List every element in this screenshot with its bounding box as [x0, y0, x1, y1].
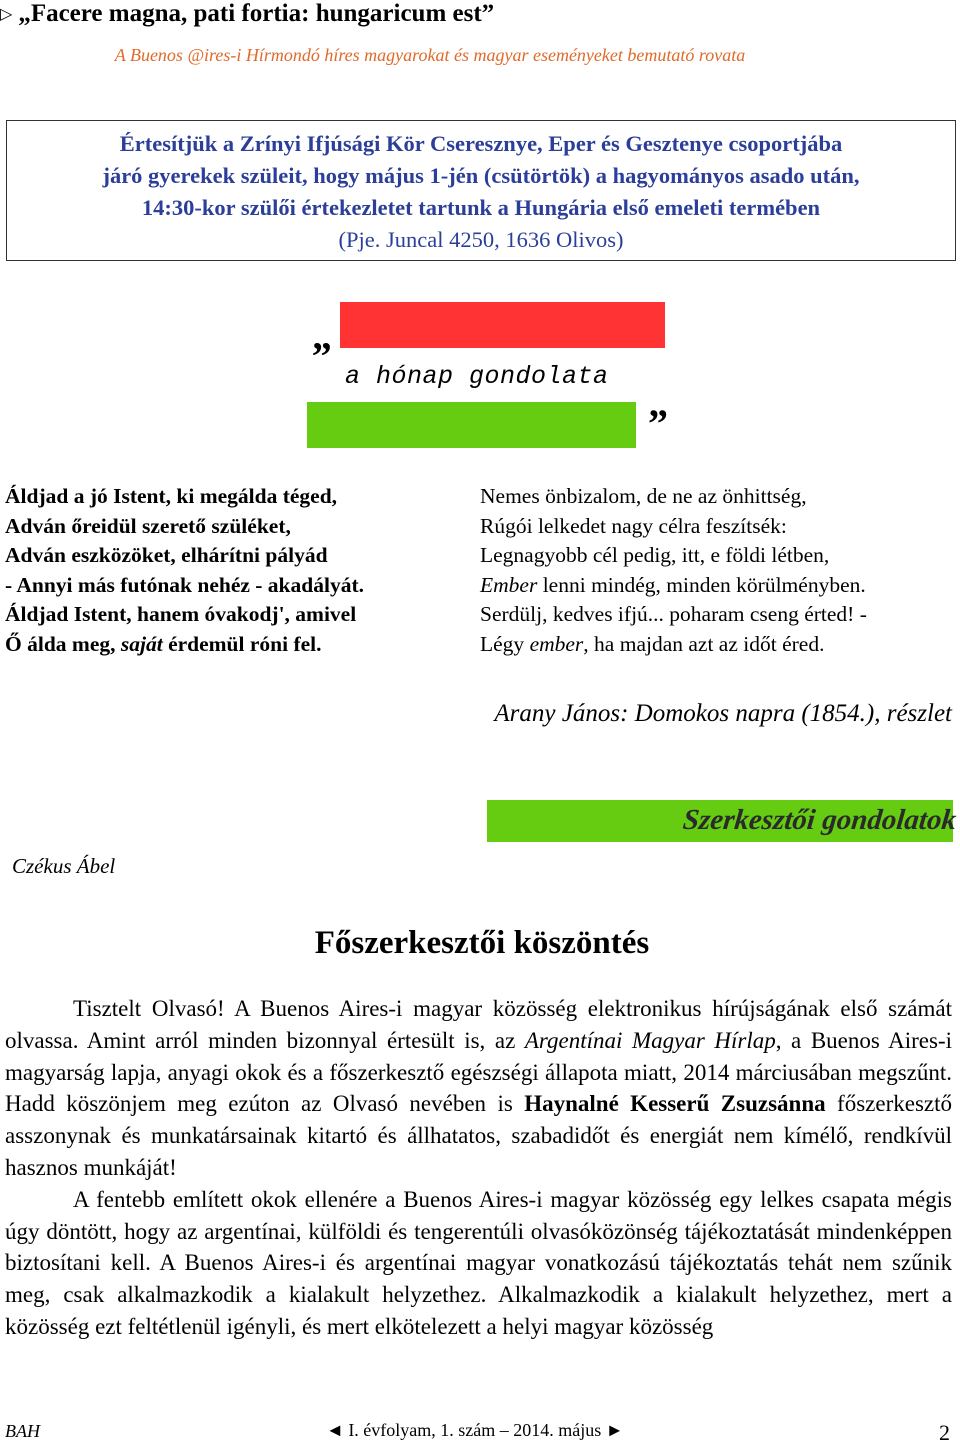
- poem-line: [480, 630, 867, 660]
- poem-line-part: érdemül róni fel.: [162, 631, 322, 656]
- article-body: [5, 993, 952, 1343]
- article-headline: [0, 925, 960, 962]
- poem-line: Adván őreidül szerető szüléket,: [5, 513, 291, 538]
- thought-green-bar: [307, 402, 636, 448]
- poem-line-part: Ő álda meg,: [5, 631, 121, 656]
- poem-line-emphasis: ember: [529, 631, 584, 656]
- article-bold-name: Haynalné Kesserű Zsuzsánna: [524, 1091, 826, 1117]
- poem-line: Nemes önbizalom, de ne az önhittség,: [480, 484, 807, 508]
- poem-line: [5, 630, 364, 660]
- article-text: Tisztelt Olvasó! A Buenos Aires-i magyar közösség elektronikus hírújságának első számát olvassa. Amint arról minden bizonnyal értesült is, az: [5, 996, 952, 1053]
- notice-line-address: (Pje. Juncal 4250, 1636 Olivos): [338, 227, 624, 252]
- poem-line: Áldjad Istent, hanem óvakodj', amivel: [5, 602, 357, 626]
- triangle-bullet-icon: ▷: [0, 6, 13, 23]
- poem-line: Adván eszközöket, elhárítni pályád: [5, 543, 328, 567]
- footer-issue-info: ◄ I. évfolyam, 1. szám – 2014. május ►: [326, 1420, 624, 1440]
- poem-right-column: [480, 482, 867, 659]
- notice-box: [6, 120, 956, 261]
- footer-page-number: 2: [939, 1420, 950, 1445]
- notice-line: [27, 224, 935, 256]
- section-title: [0, 0, 494, 28]
- poem-line-emphasis: saját: [120, 631, 163, 656]
- poem-line: Serdülj, kedves ifjú... poharam cseng érted! -: [480, 602, 867, 626]
- thought-red-bar: [340, 302, 665, 348]
- notice-line: Értesítjük a Zrínyi Ifjúsági Kör Cseresznye, Eper és Gesztenye csoportjába: [119, 131, 843, 156]
- article-headline-text: Főszerkesztői köszöntés: [314, 925, 650, 961]
- author-name: Czékus Ábel: [12, 854, 116, 878]
- poem-line-part: , ha majdan azt az időt éred.: [583, 631, 825, 656]
- poem-line-part: Légy: [480, 631, 530, 656]
- article-paragraph: [5, 993, 952, 1184]
- poem-line: [480, 571, 867, 601]
- poem-line-emphasis: Ember: [480, 572, 538, 597]
- notice-line: járó gyerekek szüleit, hogy május 1-jén (csütörtök) a hagyományos asado után,: [102, 163, 860, 188]
- article-text: főszerkesztő asszonynak és munkatársainak kitartó és állhatatos, szabadidőt és energiát nem kímélő, rendkívül hasznos munkáját!: [5, 1091, 952, 1180]
- page-footer: [0, 1418, 960, 1446]
- poem-line: Legnagyobb cél pedig, itt, e földi létben,: [480, 543, 830, 567]
- editorial-section-label: Szerkesztői gondolatok: [681, 804, 958, 836]
- closing-quote-mark: ”: [648, 401, 668, 446]
- poem-line-part: lenni mindég, minden körülményben.: [537, 572, 866, 597]
- poem-line: Rúgói lelkedet nagy célra feszítsék:: [480, 513, 787, 538]
- article-italic-text: Argentínai Magyar Hírlap: [524, 1027, 776, 1053]
- notice-line: 14:30-kor szülői értekezletet tartunk a Hungária első emeleti termében: [141, 195, 821, 220]
- poem-line: Áldjad a jó Istent, ki megálda téged,: [5, 484, 338, 508]
- article-text: , a Buenos Aires-i magyarság lapja, anyagi okok és a főszerkesztő egészségi állapota miatt, 2014 márciusában megszűnt. Hadd köszönjem meg ezúton az Olvasó nevében is: [5, 1027, 952, 1117]
- opening-quote-mark: „: [312, 313, 332, 358]
- section-title-text: „Facere magna, pati fortia: hungaricum est”: [18, 0, 495, 27]
- poem-left-column: [5, 482, 364, 659]
- article-paragraph: A fentebb említett okok ellenére a Buenos Aires-i magyar közösség egy lelkes csapata mégis úgy döntött, hogy az argentínai, külföldi és tengerentúli olvasóközönség tájékoztatását mindenképpen biztosítani kell. A Buenos Aires-i és argentínai magyar vonatkozású tájékoztatás tehát nem szűnik meg, csak alkalmazkodik a kialakult helyzethez. Alkalmazkodik a kialakult helyzethez, mert a közösség ezt feltétlenül igényli, és mert elkötelezett a helyi magyar közösség: [5, 1186, 952, 1339]
- poem-attribution: Arany János: Domokos napra (1854.), részlet: [494, 700, 952, 727]
- section-subtitle: A Buenos @ires-i Hírmondó híres magyarokat és magyar eseményeket bemutató rovata: [114, 45, 746, 65]
- footer-publication-abbr: BAH: [5, 1421, 40, 1441]
- thought-of-month-label: a hónap gondolata: [345, 362, 609, 391]
- poem-line: - Annyi más futónak nehéz - akadályát.: [5, 572, 364, 597]
